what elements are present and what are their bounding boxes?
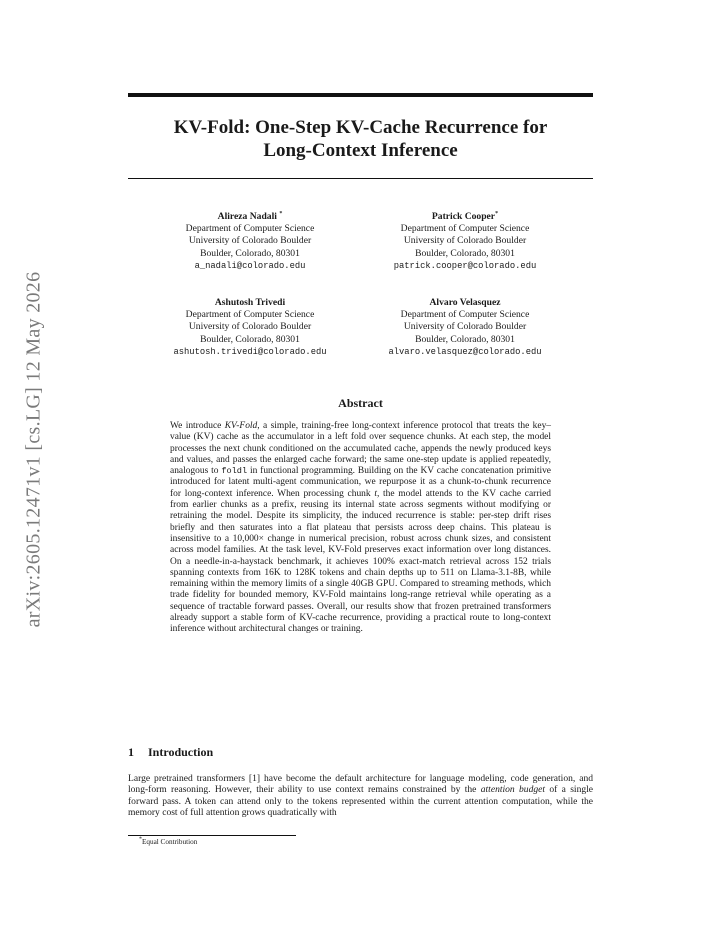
abstract-intro: We introduce (170, 421, 225, 431)
abstract-text-part-1: , a simple, training-free long-context inference protocol that treats the key–value (KV) cache as the accumulator in a left fold over sequence chunks. At each step, the model processes the next chunk conditioned on the accumulated cache, appends the newly produced keys and values, and passes the enlarged cache forward; the same one-step update is applied repeatedly, analogous to (170, 421, 552, 477)
arxiv-identifier-stamp (14, 254, 54, 644)
author-email: patrick.cooper@colorado.edu (393, 260, 537, 271)
footnote-rule (128, 835, 296, 836)
author-department: Department of Computer Science (400, 309, 530, 321)
author-name: Ashutosh Trivedi (214, 297, 286, 308)
author-name-line (140, 211, 360, 223)
abstract-text-part-3: , the model attends to the KV cache carried from earlier chunks as a prefix, reusing its internal state across segments without modifying or retraining the model. Despite its simplicity, the induced recurrence is stable: per-step drift rises briefly and then saturates into a flat plateau that persists across deep chains. This plateau is insensitive to a 10,000× change in numerical precision, robust across chunk sizes, and consistent across model families. At the task level, KV-Fold preserves exact information over long distances. On a needle-in-a-haystack benchmark, it achieves 100% exact-match retrieval across 152 trials spanning contexts from 16K to 128K tokens and chain depths up to 511 on Llama-3.1-8B, while remaining within the memory limits of a single 40GB GPU. Compared to streaming methods, which trade fidelity for bounded memory, KV-Fold maintains long-range retrieval while operating as a sequence of tractable forward passes. Overall, our results show that frozen pretrained transformers already support a stable form of KV-cache recurrence, providing a practical route to long-context inference without architectural changes or training. (170, 488, 551, 635)
author-university: University of Colorado Boulder (403, 235, 527, 247)
intro-text-part-1: Large pretrained transformers [1] have become the default architecture for language modeling, code generation, and long-form reasoning. However, their ability to use context remains constrained by the (128, 773, 593, 796)
author-footnote-mark: * (279, 210, 283, 217)
title-line-2: Long-Context Inference (263, 140, 458, 161)
title-line-1: KV-Fold: One-Step KV-Cache Recurrence for (173, 117, 548, 138)
section-heading-introduction (128, 745, 213, 760)
author-email: alvaro.velasquez@colorado.edu (388, 346, 542, 357)
footnote-mark: * (139, 836, 142, 843)
author-address: Boulder, Colorado, 80301 (200, 333, 300, 345)
abstract-body (170, 421, 551, 636)
paper-title (128, 116, 593, 162)
author-university: University of Colorado Boulder (403, 321, 527, 333)
abstract-heading: Abstract (338, 396, 383, 410)
section-number: 1 (128, 745, 134, 759)
author-university: University of Colorado Boulder (188, 235, 312, 247)
author-address: Boulder, Colorado, 80301 (415, 247, 515, 259)
footnote-text: Equal Contribution (142, 838, 198, 846)
title-bottom-rule (128, 178, 593, 179)
abstract-method-name: KV-Fold (224, 421, 258, 431)
intro-emphasis: attention budget (480, 784, 546, 796)
author-email: ashutosh.trivedi@colorado.edu (173, 346, 327, 357)
author-name-line (355, 211, 575, 223)
author-block-trivedi (140, 297, 360, 358)
abstract-text-part-2: in functional programming. Building on the KV cache concatenation primitive introduced for latent multi-agent communication, we repurpose it as a chunk-to-chunk recurrence for long-context inference. When processing chunk (170, 466, 551, 499)
author-email: a_nadali@colorado.edu (194, 260, 306, 271)
author-department: Department of Computer Science (185, 223, 315, 235)
author-university: University of Colorado Boulder (188, 321, 312, 333)
abstract-chunk-variable: t (374, 488, 377, 499)
author-department: Department of Computer Science (400, 223, 530, 235)
author-address: Boulder, Colorado, 80301 (415, 333, 515, 345)
author-name: Patrick Cooper (431, 211, 496, 222)
section-title: Introduction (148, 745, 214, 759)
author-block-cooper (355, 211, 575, 272)
title-top-rule (128, 93, 593, 97)
author-name: Alvaro Velasquez (429, 297, 501, 308)
introduction-paragraph (128, 773, 593, 819)
author-block-velasquez (355, 297, 575, 358)
author-block-nadali (140, 211, 360, 272)
arxiv-identifier-text: arXiv:2605.12471v1 [cs.LG] 12 May 2026 (22, 271, 45, 627)
author-footnote-mark: * (495, 210, 499, 217)
author-name: Alireza Nadali (217, 211, 277, 222)
author-address: Boulder, Colorado, 80301 (200, 247, 300, 259)
author-department: Department of Computer Science (185, 309, 315, 321)
intro-text-part-2: of a single forward pass. A token can attend only to the tokens represented within the current attention computation, while the memory cost of full attention grows quadratically with (128, 784, 594, 819)
abstract-code-foldl: foldl (221, 466, 248, 477)
footnote (139, 838, 197, 846)
